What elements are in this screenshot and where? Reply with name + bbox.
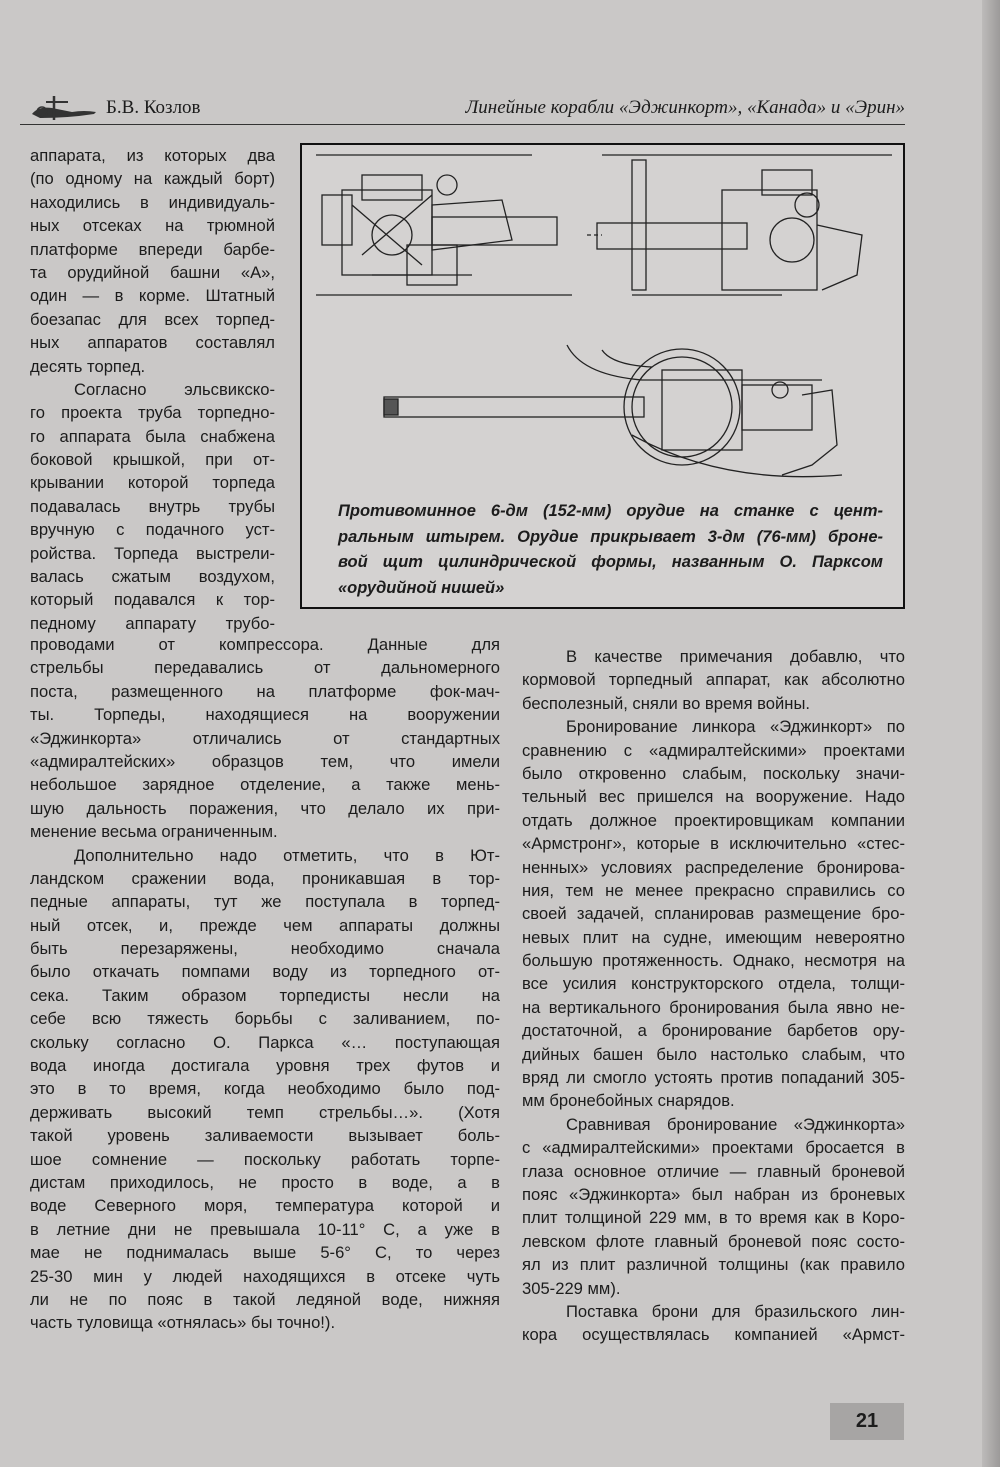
paragraph <box>30 378 275 635</box>
text-line: невых плит на судне, имеющим невероятно <box>522 927 905 947</box>
text-line: ных аппаратов составлял <box>30 333 275 353</box>
text-line: го проекта труба торпедно- <box>30 403 275 423</box>
book-title: Линейные корабли «Эджинкорт», «Канада» и «Эрин» <box>465 97 905 118</box>
text-line: в летние дни не превышала 10-11° С, а уже в <box>30 1219 500 1239</box>
gun-side-view-left <box>316 155 572 295</box>
text-line: тельный вес пришелся на вооружение. Надо <box>522 787 905 807</box>
paragraph <box>522 645 905 715</box>
paragraph <box>522 1300 905 1347</box>
text-line: вручную с подачного уст- <box>30 520 275 540</box>
text-line: мае не поднималась выше 5-6° С, то через <box>30 1243 500 1263</box>
right-column-text <box>522 645 905 1347</box>
paragraph <box>30 633 500 844</box>
paragraph <box>522 1113 905 1300</box>
text-line: бесполезный, сняли во время войны. <box>522 693 811 713</box>
caption-line: вой щит цилиндрической формы, названным О. Парксом <box>338 553 883 571</box>
text-line: поста, размещенного на платформе фок-мач- <box>30 681 500 701</box>
text-line: педные аппараты, тут же поступала в торпед- <box>30 892 500 912</box>
text-line: ных отсеках на трюмной <box>30 216 275 236</box>
text-line: боезапас для всех торпед- <box>30 309 275 329</box>
gun-drawing <box>302 145 903 495</box>
text-line: достаточной, а бронирование барбетов ору- <box>522 1021 905 1041</box>
text-line: небольшое зарядное отделение, а также мень- <box>30 775 500 795</box>
left-column-top-text <box>30 144 275 635</box>
gun-illustration-figure <box>300 143 905 609</box>
text-line: (по одному на каждый борт) <box>30 169 275 189</box>
text-line: проводами от компрессора. Данные для <box>30 635 500 654</box>
caption-line: ральным штырем. Орудие прикрывает 3-дм (76-мм) броне- <box>338 527 883 546</box>
text-line: скольку согласно О. Паркса «… поступающая <box>30 1032 500 1052</box>
text-line: сека. Таким образом торпедисты несли на <box>30 985 500 1005</box>
text-line: подавалась внутрь трубы <box>30 496 275 516</box>
caption-line: Противоминное 6-дм (152-мм) орудие на станке с цент- <box>338 502 883 520</box>
text-line: дистам приходилось, не просто в воде, а в <box>30 1172 500 1192</box>
paragraph <box>30 144 275 378</box>
text-line: В качестве примечания добавлю, что <box>566 647 905 666</box>
text-line: с «адмиралтейскими» проектами бросается в <box>522 1138 905 1158</box>
text-line: который подавался к тор- <box>30 590 275 610</box>
text-line: плит толщиной 229 мм, в то время как в Коро- <box>522 1208 905 1228</box>
text-line: 25-30 мин у людей находящихся в отсеке чуть <box>30 1266 500 1286</box>
text-line: 305-229 мм). <box>522 1278 621 1298</box>
left-column-bottom-text <box>30 633 500 1335</box>
text-line: ландском сражении вода, проникавшая в тор- <box>30 868 500 888</box>
text-line: ния, тем не менее прекрасно справились со <box>522 880 905 900</box>
text-line: воде Северного моря, температура которой и <box>30 1196 500 1216</box>
text-line: пояс «Эджинкорта» был набран из броневых <box>522 1184 905 1204</box>
text-line: Согласно эльсвикско- <box>74 379 275 399</box>
text-line: часть туловища «отнялась» бы точно!). <box>30 1313 336 1333</box>
gun-side-view-right <box>587 155 892 295</box>
text-line: ный отсек, и, прежде чем аппараты должны <box>30 915 500 935</box>
text-line: платформе впереди барбе- <box>30 239 275 259</box>
text-line: находились в индивидуаль- <box>30 192 275 212</box>
text-line: дийных башен было настолько слабым, что <box>522 1044 905 1064</box>
gun-top-view <box>384 345 842 477</box>
text-line: «Армстронг», которые в исключительно «стес- <box>522 834 905 854</box>
text-line: такой уровень заливаемости вызывает боль- <box>30 1126 500 1146</box>
text-line: стрельбы передавались от дальномерного <box>30 658 500 678</box>
text-line: валась сжатым воздухом, <box>30 567 275 587</box>
text-line: было откачать помпами воду из торпедного от- <box>30 962 500 982</box>
ship-logo-icon <box>28 92 100 124</box>
text-line: вряд ли смогло устоять против попаданий 305- <box>522 1068 905 1088</box>
text-line: сравнению с «адмиралтейскими» проектами <box>522 740 905 760</box>
text-line: вода иногда достигала уровня трех футов и <box>30 1056 500 1076</box>
text-line: глаза основное отличие — главный броневой <box>522 1161 905 1181</box>
text-line: один — в корме. Штатный <box>30 286 275 306</box>
text-line: шую дальность поражения, что делало их при- <box>30 798 500 818</box>
text-line: десять торпед. <box>30 356 146 376</box>
text-line: держивать высокий темп стрельбы…». (Хотя <box>30 1102 500 1122</box>
text-line: «адмиралтейских» образцов тем, что имели <box>30 751 500 771</box>
author-name: Б.В. Козлов <box>106 97 201 118</box>
text-line: быть перезаряжены, необходимо сначала <box>30 939 500 959</box>
text-line: крывании которой торпеда <box>30 473 275 493</box>
text-line: боковой крышкой, при от- <box>30 450 275 470</box>
text-line: Бронирование линкора «Эджинкорт» по <box>566 717 905 737</box>
text-line: левском флоте главный броневой пояс состо- <box>522 1231 905 1251</box>
text-line: это в то время, когда необходимо было под- <box>30 1079 500 1099</box>
page-number: 21 <box>830 1403 904 1440</box>
figure-caption <box>338 499 883 601</box>
text-line: аппарата, из которых два <box>30 146 275 165</box>
text-line: ройства. Торпеда выстрели- <box>30 543 275 563</box>
text-line: своей задачей, спланировав размещение бро- <box>522 904 905 924</box>
text-line: педному аппарату трубо- <box>30 613 275 633</box>
text-line: мм бронебойных снарядов. <box>522 1091 735 1111</box>
text-line: го аппарата была снабжена <box>30 426 275 446</box>
text-line: себе всю тяжесть борьбы с заливанием, по- <box>30 1009 500 1029</box>
text-line: было откровенно слабым, поскольку значи- <box>522 763 905 783</box>
text-line: кормовой торпедный аппарат, как абсолютно <box>522 670 905 690</box>
text-line: ненных» условиях распределение бронирова- <box>522 857 905 877</box>
text-line: ты. Торпеды, находящиеся на вооружении <box>30 705 500 725</box>
running-header <box>20 92 905 125</box>
text-line: на вертикального бронирования была явно не- <box>522 997 905 1017</box>
text-line: Поставка брони для бразильского лин- <box>566 1301 905 1321</box>
text-line: кора осуществлялась компанией «Армст- <box>522 1325 905 1345</box>
text-line: менение весьма ограниченным. <box>30 822 278 842</box>
text-line: большую протяженность. Однако, несмотря на <box>522 951 905 971</box>
text-line: Дополнительно надо отметить, что в Ют- <box>74 845 500 865</box>
text-line: отдать должное проектировщикам компании <box>522 810 905 830</box>
text-line: все усилия конструкторского отдела, толщи- <box>522 974 905 994</box>
text-line: шое сомнение — поскольку работать торпе- <box>30 1149 500 1169</box>
paragraph <box>30 844 500 1335</box>
text-line: та орудийной башни «А», <box>30 262 275 282</box>
paragraph <box>522 715 905 1113</box>
text-line: Сравнивая бронирование «Эджинкорта» <box>566 1114 905 1134</box>
text-line: ял из плит различной толщины (как правило <box>522 1255 905 1275</box>
text-line: ли не по пояс в такой ледяной воде, нижняя <box>30 1289 500 1309</box>
book-page-edge <box>982 0 1000 1467</box>
text-line: «Эджинкорта» отличались от стандартных <box>30 728 500 748</box>
caption-line: «орудийной нишей» <box>338 578 505 597</box>
